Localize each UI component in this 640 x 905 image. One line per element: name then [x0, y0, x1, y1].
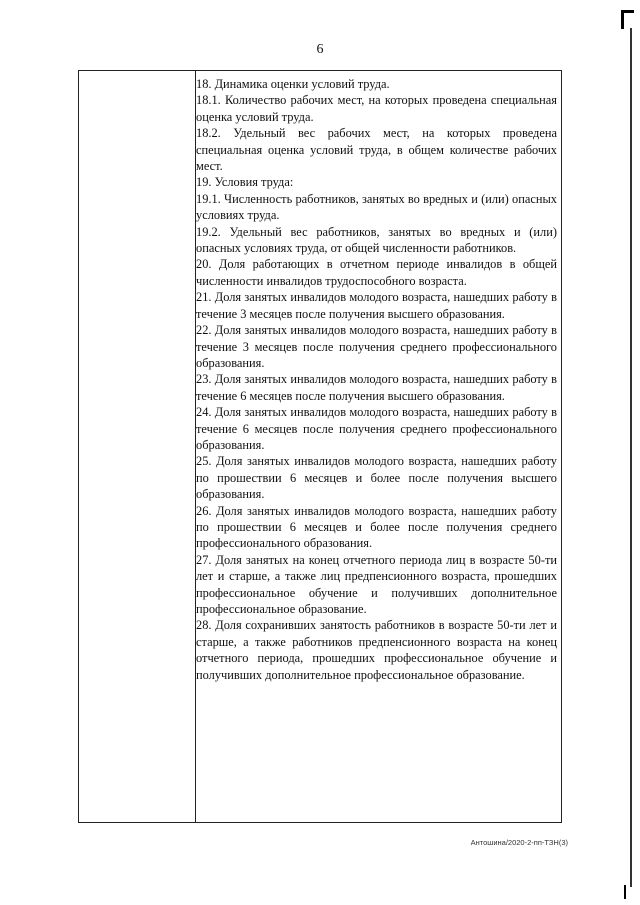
indicator-21: 21. Доля занятых инвалидов молодого возраста, нашедших работу в течение 3 месяцев после получения высшего образования. [196, 290, 557, 321]
indicator-22: 22. Доля занятых инвалидов молодого возраста, нашедших работу в течение 3 месяцев после получения среднего профессионального образования. [196, 323, 557, 370]
indicator-19-1: 19.1. Численность работников, занятых во вредных и (или) опасных условиях труда. [196, 191, 557, 223]
table-left-column [79, 71, 196, 822]
indicator-20: 20. Доля работающих в отчетном периоде инвалидов в общей численности инвалидов трудоспособного возраста. [196, 257, 557, 288]
indicator-18-2: 18.2. Удельный вес рабочих мест, на которых проведена специальная оценка условий труда, в общем количестве рабочих мест. [196, 126, 557, 174]
indicator-25: 25. Доля занятых инвалидов молодого возраста, нашедших работу по прошествии 6 месяцев и более после получения высшего образования. [196, 454, 557, 502]
indicator-28: 28. Доля сохранивших занятость работников в возрасте 50-ти лет и старше, а также работников предпенсионного возраста на конец отчетного периода, прошедших профессиональное обучение и получивших дополнительное профессиональное образование. [196, 618, 557, 682]
scan-edge-bottom-mark [624, 885, 634, 899]
indicator-23: 23. Доля занятых инвалидов молодого возраста, нашедших работу в течение 6 месяцев после получения высшего образования. [196, 372, 557, 403]
scan-edge-line [630, 28, 632, 887]
indicator-19: 19. Условия труда: [196, 175, 294, 190]
document-footer-code: Антошина/2020-2-пп-ТЗН(3) [470, 838, 568, 847]
indicator-27: 27. Доля занятых на конец отчетного периода лиц в возрасте 50-ти лет и старше, а также лиц предпенсионного возраста, прошедших профессиональное обучение и получивших дополнительное профессиональное образование. [196, 552, 557, 616]
scan-corner-mark [621, 10, 634, 29]
indicator-19-2: 19.2. Удельный вес работников, занятых во вредных и (или) опасных условиях труда, от общей численности работников. [196, 224, 557, 256]
page-number: 6 [316, 42, 324, 57]
indicator-26: 26. Доля занятых инвалидов молодого возраста, нашедших работу по прошествии 6 месяцев и более после получения среднего профессионального образования. [196, 503, 557, 551]
indicator-18: 18. Динамика оценки условий труда. [196, 77, 390, 91]
indicators-table [78, 70, 562, 823]
table-right-column [196, 76, 557, 683]
indicator-24: 24. Доля занятых инвалидов молодого возраста, нашедших работу в течение 6 месяцев после получения среднего профессионального образования. [196, 405, 557, 452]
indicator-18-1: 18.1. Количество рабочих мест, на которых проведена специальная оценка условий труда. [196, 93, 557, 124]
